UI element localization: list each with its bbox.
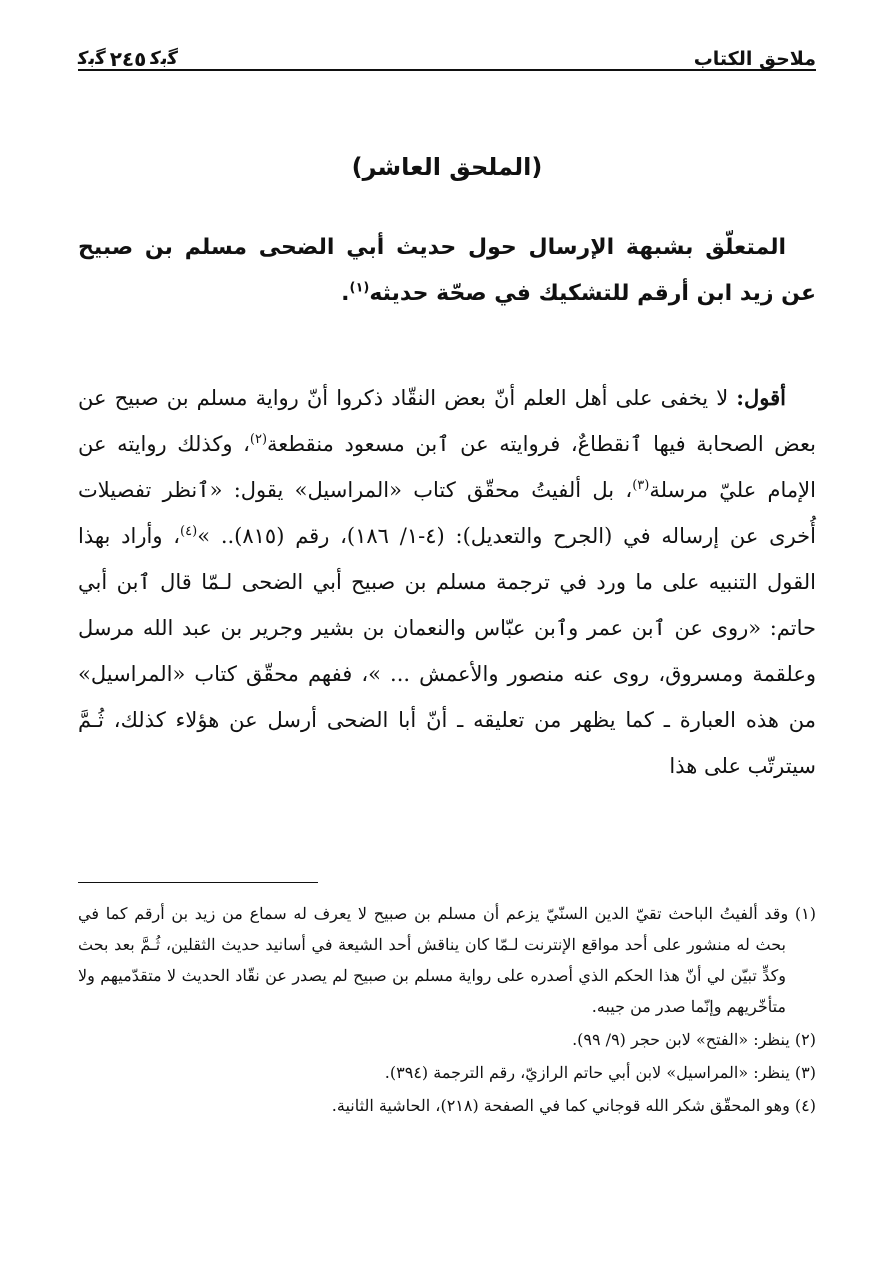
body-segment-3: ، بل ألفيتُ محقّق كتاب «المراسيل» يقول: «ٱنظر تفصيلات أُخرى عن إرساله في (الجرح والتعديل): (٤-١/ ١٨٦)، رقم (٨١٥).. » [78, 478, 816, 548]
body-segment-4: ، وأراد بهذا القول التنبيه على ما ورد في ترجمة مسلم بن صبيح أبي الضحى لـمّا قال ٱبن أبي حاتم: «روى عن ٱبن عمر وٱبن عبّاس والنعمان بن بشير وجرير بن عبد الله مرسل وعلقمة ومسروق، روى عنه منصور والأعمش ... »، ففهم محقّق كتاب «المراسيل» من هذه العبارة ـ كما يظهر من تعليقه ـ أنّ أبا الضحى أرسل عن هؤلاء كذلك، ثُـمَّ سيترتّب على هذا [78, 524, 816, 778]
section-subtitle [78, 225, 816, 317]
page-number: ٢٤٥ [109, 47, 147, 71]
body-segment-2: ، وكذلك روايته عن الإمام عليّ مرسلة [78, 432, 816, 502]
footnote-marker-1: (١) [349, 280, 370, 296]
running-title: ملاحق الكتاب [693, 48, 816, 70]
footnote-marker-3: (٣) [632, 478, 650, 493]
footnote-3: (٣) ينظر: «المراسيل» لابن أبي حاتم الرازيّ، رقم الترجمة (٣٩٤). [384, 1063, 816, 1082]
book-page [78, 30, 816, 1240]
footnote-4: (٤) وهو المحقّق شكر الله قوجاني كما في الصفحة (٢١٨)، الحاشية الثانية. [331, 1096, 816, 1115]
subtitle-end: . [341, 281, 350, 306]
footnote-marker-4: (٤) [180, 524, 198, 539]
body-paragraph [78, 375, 816, 789]
section-title: (الملحق العاشر) [351, 153, 543, 181]
footnote-divider [78, 882, 318, 883]
body-segment-1: لا يخفى على أهل العلم أنّ بعض النقّاد ذكروا أنّ رواية مسلم بن صبيح عن بعض الصحابة فيها ٱنقطاعٌ، فروايته عن ٱبن مسعود منقطعة [78, 386, 816, 456]
ornament-left-icon: ﮔﺑﻛ [78, 48, 106, 69]
footnotes [78, 898, 816, 1123]
ornament-right-icon: ﮔﺑﻛ [150, 48, 179, 69]
body-lead: أقول: [736, 385, 786, 410]
running-header [78, 44, 816, 80]
subtitle-text: المتعلّق بشبهة الإرسال حول حديث أبي الضحى مسلم بن صبيح عن زيد ابن أرقم للتشكيك في صحّة حديثه [78, 235, 816, 306]
footnote-1: (١) وقد ألفيتُ الباحث تقيّ الدين السنّيّ يزعم أن مسلم بن صبيح لا يعرف له سماع من زيد بن أرقم كما في بحث له منشور على أحد مواقع الإنترنت لـمّا كان يناقش أحد الشيعة في أسانيد حديث الثقلين، ثُـمَّ بعد بحث وكدٍّ تبيّن لي أنّ هذا الحكم الذي أصدره على رواية مسلم بن صبيح لم يصدر عن نقّاد الحديث لا متقدّميهم ولا متأخّريهم وإنّما صدر من جيبه. [78, 904, 816, 1016]
footnote-marker-2: (٢) [249, 432, 268, 447]
header-divider [78, 69, 816, 71]
footnote-2: (٢) ينظر: «الفتح» لابن حجر (٩/ ٩٩). [572, 1030, 816, 1049]
